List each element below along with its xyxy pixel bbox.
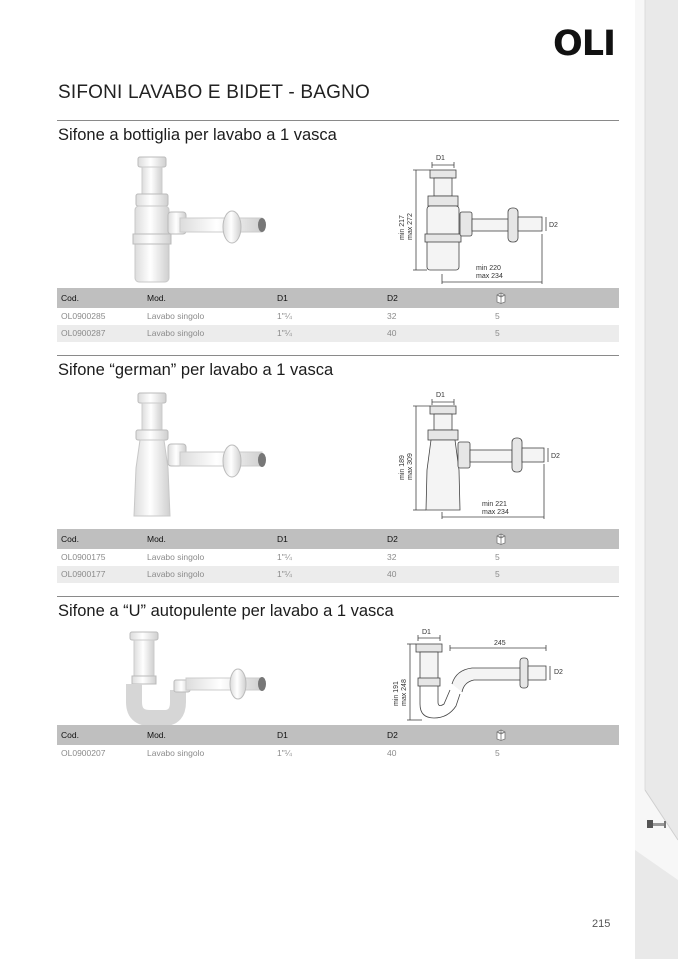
table-row xyxy=(57,308,619,325)
right-sidebar xyxy=(635,0,678,959)
table-header xyxy=(57,725,619,745)
cell-d2: 32 xyxy=(387,311,397,321)
col-mod: Mod. xyxy=(147,730,166,740)
cell-pack: 5 xyxy=(495,569,500,579)
col-cod: Cod. xyxy=(61,534,79,544)
cell-d1: 1"¼ xyxy=(277,748,292,758)
cell-d2: 40 xyxy=(387,748,397,758)
cell-cod: OL0900285 xyxy=(61,311,106,321)
section-title-u-siphon: Sifone a “U” autopulente per lavabo a 1 vasca xyxy=(58,602,394,620)
col-d2: D2 xyxy=(387,534,398,544)
svg-text:D2: D2 xyxy=(549,222,558,229)
table-header xyxy=(57,288,619,308)
table-header xyxy=(57,529,619,549)
cell-pack: 5 xyxy=(495,748,500,758)
table-row xyxy=(57,325,619,342)
svg-text:D2: D2 xyxy=(554,669,563,676)
cell-cod: OL0900175 xyxy=(61,552,106,562)
german-siphon-photo xyxy=(120,388,275,523)
cell-mod: Lavabo singolo xyxy=(147,569,205,579)
product-table-u-siphon xyxy=(57,725,619,762)
col-mod: Mod. xyxy=(147,293,166,303)
page-number: 215 xyxy=(592,918,611,930)
cell-d2: 32 xyxy=(387,552,397,562)
col-d1: D1 xyxy=(277,293,288,303)
cell-pack: 5 xyxy=(495,552,500,562)
cell-mod: Lavabo singolo xyxy=(147,328,205,338)
cell-pack: 5 xyxy=(495,328,500,338)
bottle-siphon-drawing xyxy=(390,150,620,285)
cell-mod: Lavabo singolo xyxy=(147,748,205,758)
svg-text:D1: D1 xyxy=(422,629,431,636)
col-mod: Mod. xyxy=(147,534,166,544)
col-d1: D1 xyxy=(277,730,288,740)
cell-d1: 1"¼ xyxy=(277,569,292,579)
cell-d2: 40 xyxy=(387,569,397,579)
section-divider xyxy=(57,355,619,356)
cell-cod: OL0900177 xyxy=(61,569,106,579)
col-cod: Cod. xyxy=(61,730,79,740)
svg-text:max 309: max 309 xyxy=(407,453,414,480)
col-d2: D2 xyxy=(387,730,398,740)
cell-mod: Lavabo singolo xyxy=(147,552,205,562)
col-d2: D2 xyxy=(387,293,398,303)
table-row xyxy=(57,566,619,583)
box-icon xyxy=(495,729,507,741)
product-table-bottle-siphon xyxy=(57,288,619,342)
section-title-german-siphon: Sifone “german” per lavabo a 1 vasca xyxy=(58,361,334,379)
page-title: SIFONI LAVABO E BIDET - BAGNO xyxy=(58,82,370,103)
col-d1: D1 xyxy=(277,534,288,544)
table-row xyxy=(57,549,619,566)
svg-text:max 234: max 234 xyxy=(482,509,509,516)
oli-logo xyxy=(553,24,621,58)
section-divider xyxy=(57,596,619,597)
svg-text:min 221: min 221 xyxy=(482,501,507,508)
table-row xyxy=(57,745,619,762)
svg-text:min 191: min 191 xyxy=(393,681,400,706)
svg-text:min 220: min 220 xyxy=(476,265,501,272)
cell-mod: Lavabo singolo xyxy=(147,311,205,321)
german-siphon-drawing xyxy=(390,390,620,520)
box-icon xyxy=(495,533,507,545)
box-icon xyxy=(495,292,507,304)
svg-text:max 272: max 272 xyxy=(407,213,414,240)
cell-pack: 5 xyxy=(495,311,500,321)
svg-text:D2: D2 xyxy=(551,453,560,460)
title-divider xyxy=(57,120,619,121)
product-table-german-siphon xyxy=(57,529,619,583)
siphon-tab-icon xyxy=(646,817,668,831)
svg-text:OLI: OLI xyxy=(553,24,616,58)
section-title-bottle-siphon: Sifone a bottiglia per lavabo a 1 vasca xyxy=(58,126,337,144)
cell-d1: 1"¼ xyxy=(277,552,292,562)
svg-text:D1: D1 xyxy=(436,155,445,162)
bottle-siphon-photo xyxy=(120,152,275,287)
svg-text:min 217: min 217 xyxy=(399,215,406,240)
cell-d1: 1"¼ xyxy=(277,328,292,338)
svg-text:max 248: max 248 xyxy=(401,679,408,706)
cell-cod: OL0900287 xyxy=(61,328,106,338)
col-cod: Cod. xyxy=(61,293,79,303)
svg-text:max 234: max 234 xyxy=(476,273,503,280)
svg-text:245: 245 xyxy=(494,640,506,647)
cell-d1: 1"¼ xyxy=(277,311,292,321)
cell-d2: 40 xyxy=(387,328,397,338)
svg-text:min 189: min 189 xyxy=(399,455,406,480)
cell-cod: OL0900207 xyxy=(61,748,106,758)
u-siphon-photo xyxy=(120,630,275,725)
sidebar-fold-shape xyxy=(635,0,678,900)
svg-text:D1: D1 xyxy=(436,392,445,399)
u-siphon-drawing xyxy=(390,628,620,728)
